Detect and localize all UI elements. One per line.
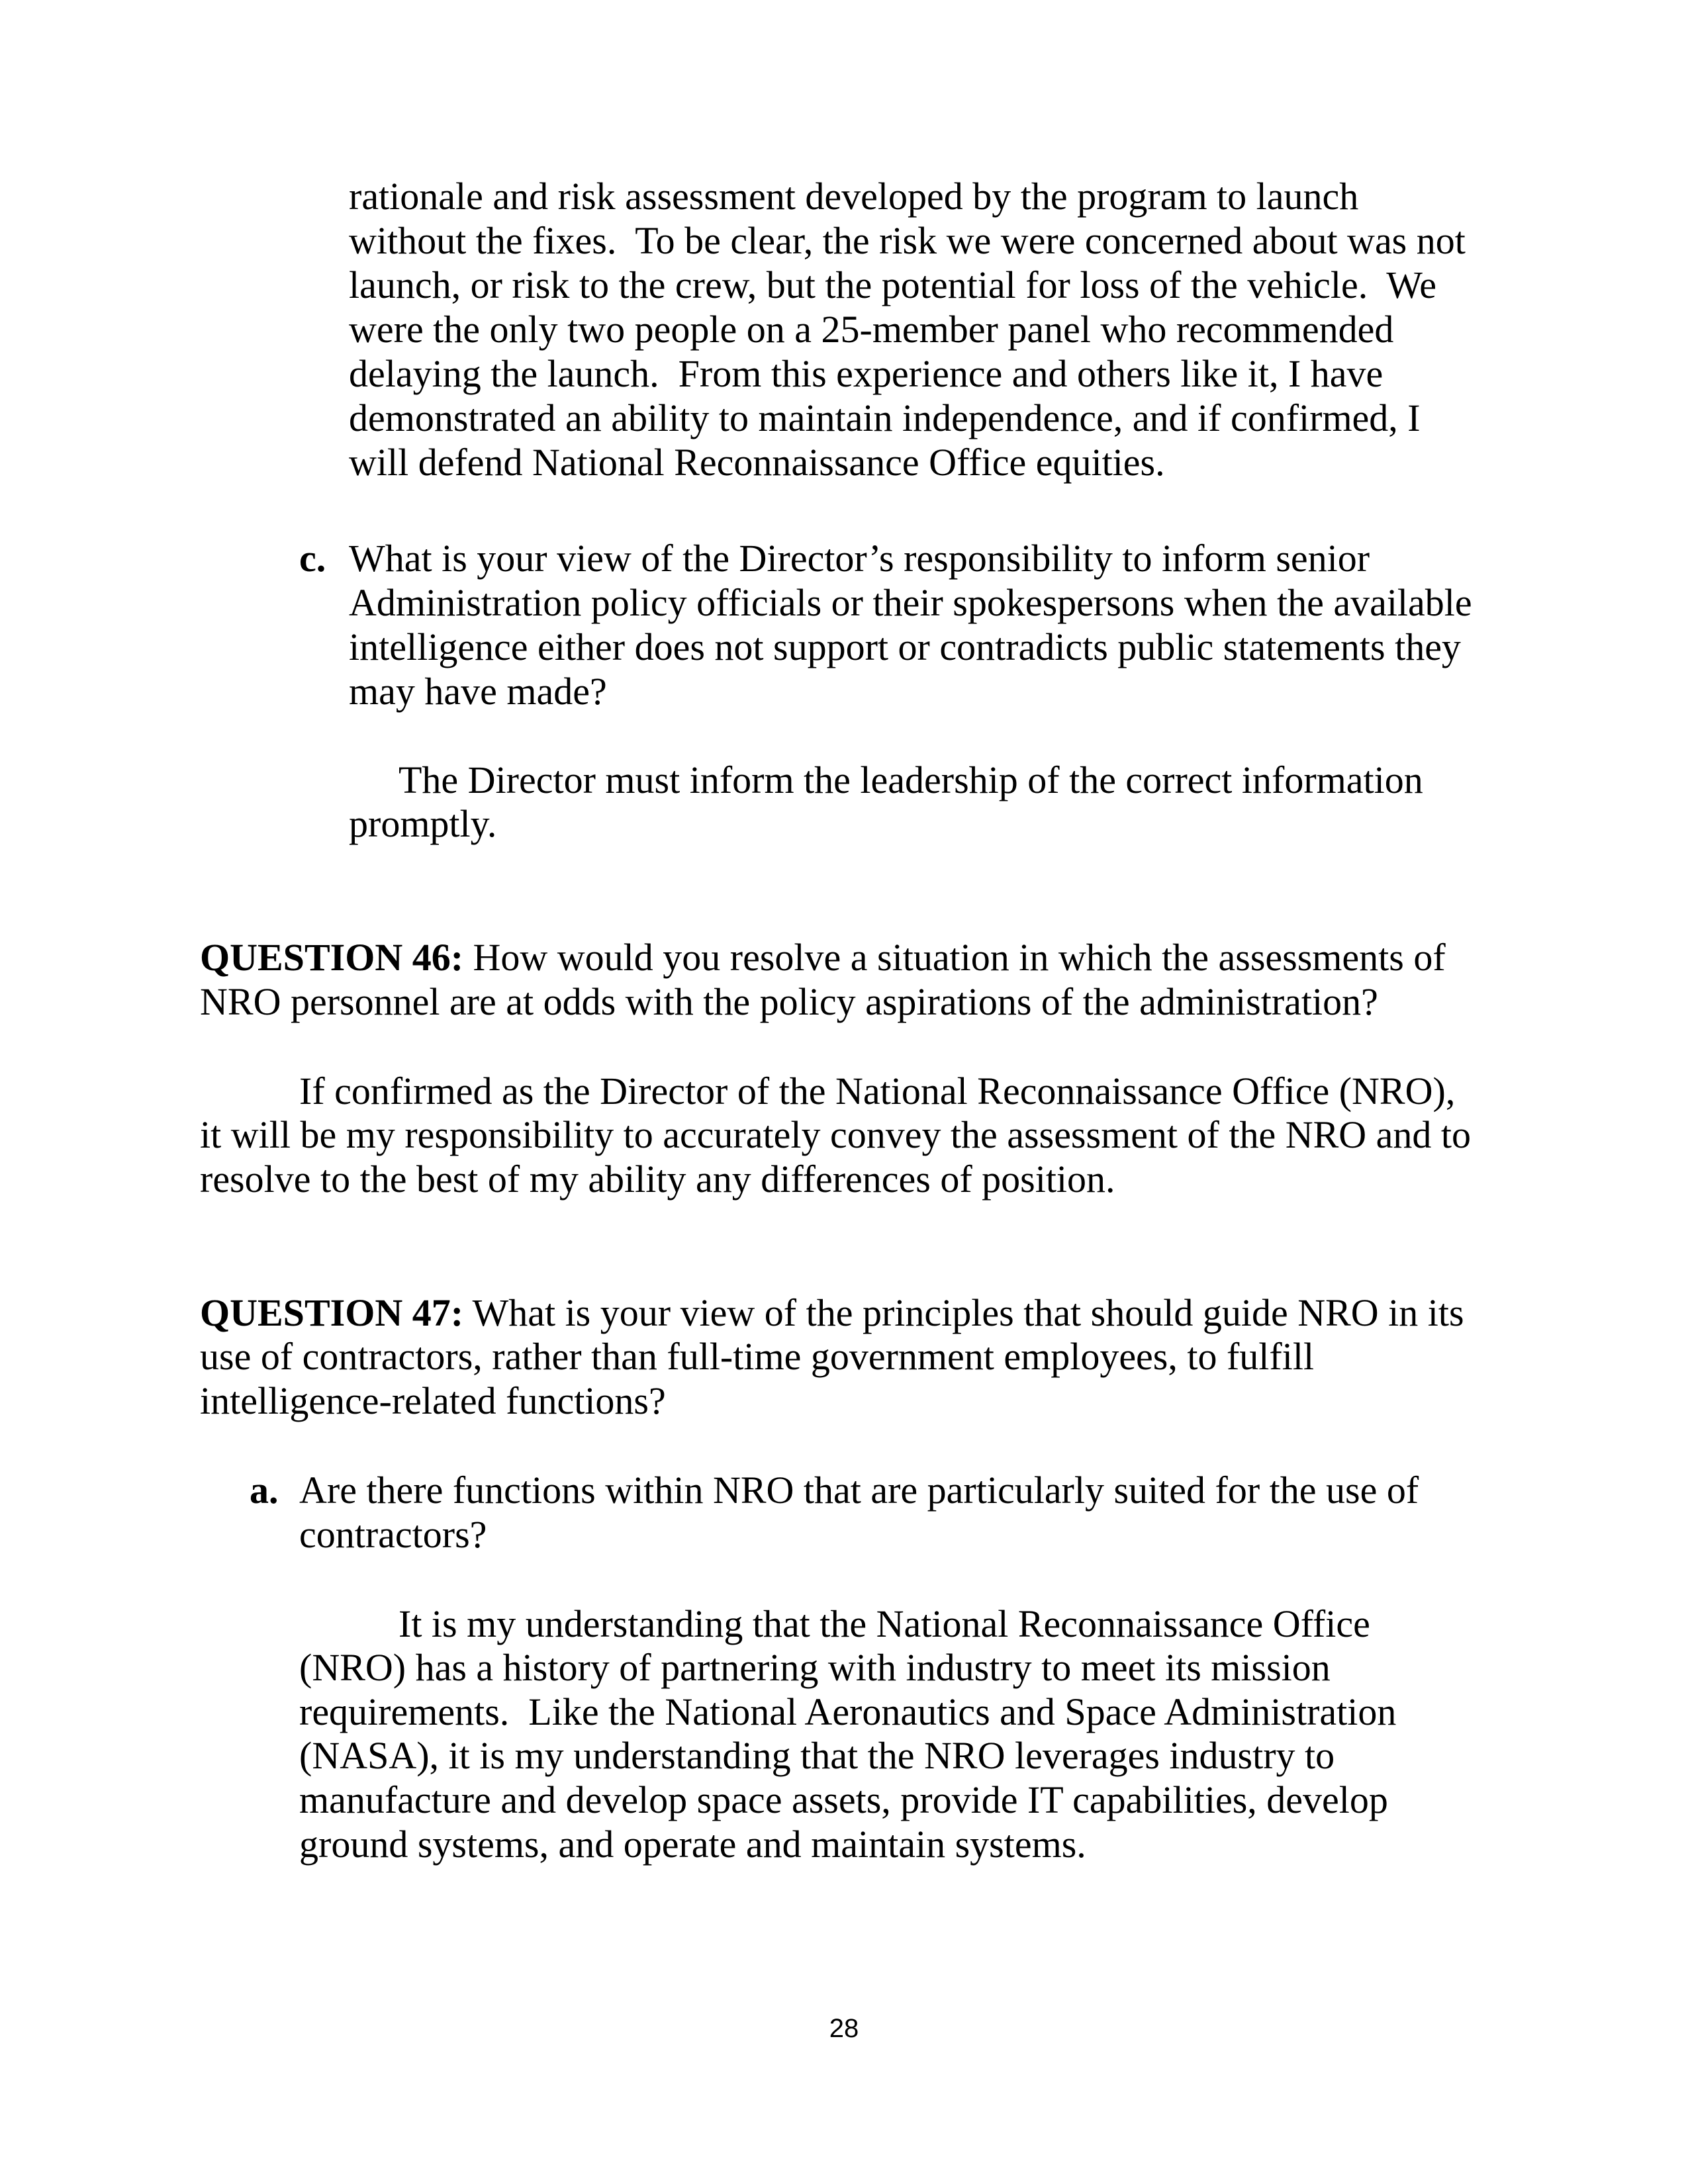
page-number: 28	[829, 2014, 859, 2043]
question-line	[200, 935, 1446, 979]
answer-line: resolve to the best of my ability any differences of position.	[200, 1158, 1115, 1201]
paragraph-line: launch, or risk to the crew, but the potential for loss of the vehicle. We	[349, 263, 1437, 306]
answer-line: (NRO) has a history of partnering with industry to meet its mission	[299, 1646, 1331, 1689]
question-line: NRO personnel are at odds with the policy aspirations of the administration?	[200, 980, 1378, 1023]
answer-line: (NASA), it is my understanding that the NRO leverages industry to	[299, 1734, 1335, 1777]
answer-line: it will be my responsibility to accurately convey the assessment of the NRO and to	[200, 1113, 1472, 1156]
answer-line: manufacture and develop space assets, provide IT capabilities, develop	[299, 1778, 1388, 1821]
sub-question-label: c.	[299, 537, 326, 580]
answer-line: ground systems, and operate and maintain systems.	[299, 1823, 1086, 1866]
paragraph-line: will defend National Reconnaissance Office equities.	[349, 441, 1165, 484]
sub-question-line: Are there functions within NRO that are particularly suited for the use of	[299, 1469, 1419, 1512]
paragraph-line: delaying the launch. From this experience and others like it, I have	[349, 352, 1383, 395]
paragraph-line: rationale and risk assessment developed by the program to launch	[349, 175, 1359, 218]
sub-question-line: intelligence either does not support or contradicts public statements they	[349, 625, 1461, 668]
answer-line: The Director must inform the leadership of the correct information	[399, 758, 1423, 801]
question-text: What is your view of the principles that should guide NRO in its	[463, 1291, 1464, 1334]
answer-line: If confirmed as the Director of the National Reconnaissance Office (NRO),	[299, 1069, 1456, 1113]
paragraph-line: demonstrated an ability to maintain independence, and if confirmed, I	[349, 396, 1421, 439]
sub-question-line: Administration policy officials or their spokespersons when the available	[349, 581, 1472, 624]
sub-question-label: a.	[250, 1469, 279, 1512]
sub-question-line: What is your view of the Director’s responsibility to inform senior	[349, 537, 1370, 580]
question-line: intelligence-related functions?	[200, 1379, 666, 1422]
sub-question-line: contractors?	[299, 1513, 487, 1556]
paragraph-line: without the fixes. To be clear, the risk we were concerned about was not	[349, 219, 1466, 262]
question-line: use of contractors, rather than full-time government employees, to fulfill	[200, 1335, 1315, 1378]
question-label: QUESTION 46:	[200, 936, 464, 979]
question-label: QUESTION 47:	[200, 1291, 464, 1334]
sub-question-line: may have made?	[349, 670, 607, 713]
paragraph-line: were the only two people on a 25-member panel who recommended	[349, 308, 1394, 351]
answer-line: requirements. Like the National Aeronautics and Space Administration	[299, 1690, 1397, 1733]
answer-line: It is my understanding that the National Reconnaissance Office	[399, 1602, 1370, 1645]
answer-line: promptly.	[349, 802, 497, 845]
question-text: How would you resolve a situation in which the assessments of	[463, 936, 1446, 979]
question-line	[200, 1291, 1464, 1335]
